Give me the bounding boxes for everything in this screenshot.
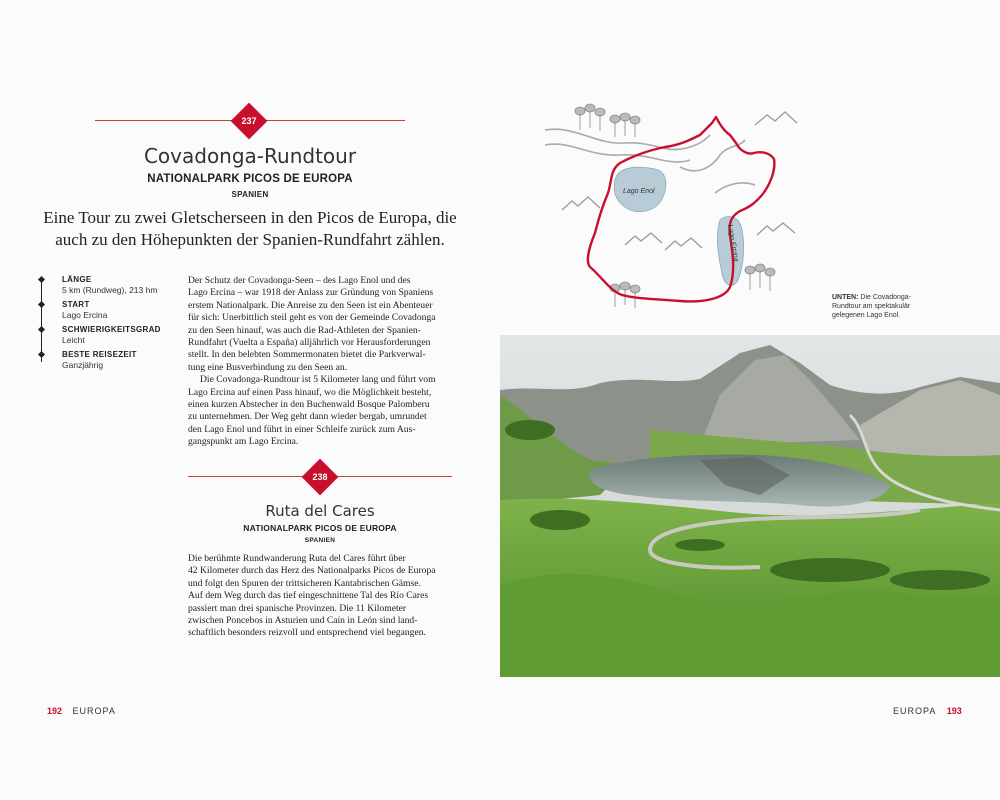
mountain-icon <box>625 233 662 245</box>
tree-icon <box>620 282 630 305</box>
bush <box>530 510 590 530</box>
lead-line: Eine Tour zu zwei Gletscherseen in den Picos de Europa, die <box>43 208 457 227</box>
section-name: EUROPA <box>72 706 116 716</box>
info-value-difficulty: Leicht <box>62 335 85 345</box>
info-bullet <box>38 301 45 308</box>
info-label-start: START <box>62 300 90 309</box>
info-label-difficulty: SCHWIERIGKEITSGRAD <box>62 325 161 334</box>
entry-title: Ruta del Cares <box>265 502 375 520</box>
entry-park: NATIONALPARK PICOS DE EUROPA <box>243 523 397 533</box>
page-footer <box>47 701 116 719</box>
tree-icon <box>595 108 605 131</box>
tree-icon <box>585 104 595 128</box>
mountain-icon <box>665 238 702 250</box>
bush <box>770 558 890 582</box>
entry-country: SPANIEN <box>231 190 269 199</box>
page-footer <box>893 701 962 719</box>
tree-icon <box>575 107 585 130</box>
lake-label: Lago Enol <box>623 188 655 195</box>
body-paragraph: Die Covadonga-Rundtour ist 5 Kilometer lang und führt vom Lago Ercina auf einen Pass hinauf, wo die Möglichkeit besteht, einen kurzen Abstecher in den Buchenwald Bosque Palomberu zu unternehmen. Der Weg geht dann wieder bergab, umrundet den Lago Enol und führt in einer Schleife zurück zum Aus- gangspunkt am Lago Ercina. <box>188 374 436 448</box>
lead-line: auch zu den Höhepunkten der Spanien-Rundfahrt zählen. <box>55 230 445 249</box>
tree-icons <box>575 104 775 308</box>
entry-number: 238 <box>312 472 328 482</box>
info-value-length: 5 km (Rundweg), 213 hm <box>62 285 158 295</box>
entry-number: 237 <box>241 116 257 126</box>
river-line <box>715 183 755 193</box>
tree-icon <box>765 268 775 291</box>
info-line <box>41 278 42 362</box>
bush <box>675 539 725 551</box>
section-name: EUROPA <box>893 706 937 716</box>
info-bullet <box>38 326 45 333</box>
tree-icon <box>620 113 630 136</box>
photo-caption: UNTEN: Die Covadonga- Rundtour am spektakulär gelegenen Lago Enol. <box>832 294 911 319</box>
page-number: 193 <box>946 706 962 716</box>
entry-title: Covadonga-Rundtour <box>143 144 357 168</box>
route-map <box>540 95 810 315</box>
tree-icon <box>755 264 765 288</box>
info-value-start: Lago Ercina <box>62 310 108 320</box>
tree-icon <box>630 116 640 137</box>
bush <box>505 420 555 440</box>
info-bullet <box>38 351 45 358</box>
entry-park: NATIONALPARK PICOS DE EUROPA <box>147 173 353 185</box>
tree-icon <box>745 266 755 290</box>
body-paragraph: Der Schutz der Covadonga-Seen – des Lago Enol und des Lago Ercina – war 1918 der Anlass zur Gründung von Spaniens erstem Nationalpark. Die Anreise zu den Seen ist ein Abenteuer für sich: Unerbittlich steil geht es von der Gemeinde Covadonga zu den Seen hinauf, was auch die Rad-Athleten der Spanien- Rundfahrt (Vuelta a España) alljährlich vor Herausforderungen stellt. In den belebten Sommermonaten bietet die Parkverwal- tung eine Busverbindung zu den Seen an. <box>188 275 436 373</box>
route-line <box>588 117 774 301</box>
entry-body: Die berühmte Rundwanderung Ruta del Cares führt über 42 Kilometer durch das Herz des Nationalparks Picos de Europa und folgt den Spuren der trittsicheren Kantabrischen Gämse. Auf dem Weg durch das tief eingeschnittene Tal des Río Cares passiert man drei spanische Provinzen. Die 11 Kilometer zwischen Poncebos in Asturien und Caín in León sind land- schaftlich besonders reizvoll und entsprechend viel begangen. <box>188 553 436 639</box>
info-bullet <box>38 276 45 283</box>
info-label-season: BESTE REISEZEIT <box>62 350 137 359</box>
bush <box>890 570 990 590</box>
mountain-icons <box>562 112 797 250</box>
info-label-length: LÄNGE <box>62 275 92 284</box>
mountain-icon <box>755 112 797 125</box>
mountain-icon <box>757 223 795 235</box>
info-value-season: Ganzjährig <box>62 360 104 370</box>
entry-body <box>188 275 468 449</box>
landscape-photo <box>500 335 1000 677</box>
tree-icon <box>610 115 620 137</box>
mountain-icon <box>562 197 600 210</box>
entry-lead <box>40 207 460 251</box>
river-line <box>680 140 745 171</box>
info-box <box>40 274 170 374</box>
entry-country: SPANIEN <box>304 537 336 544</box>
page-number: 192 <box>47 706 63 716</box>
lake-label: Lago Ercina <box>726 224 740 263</box>
